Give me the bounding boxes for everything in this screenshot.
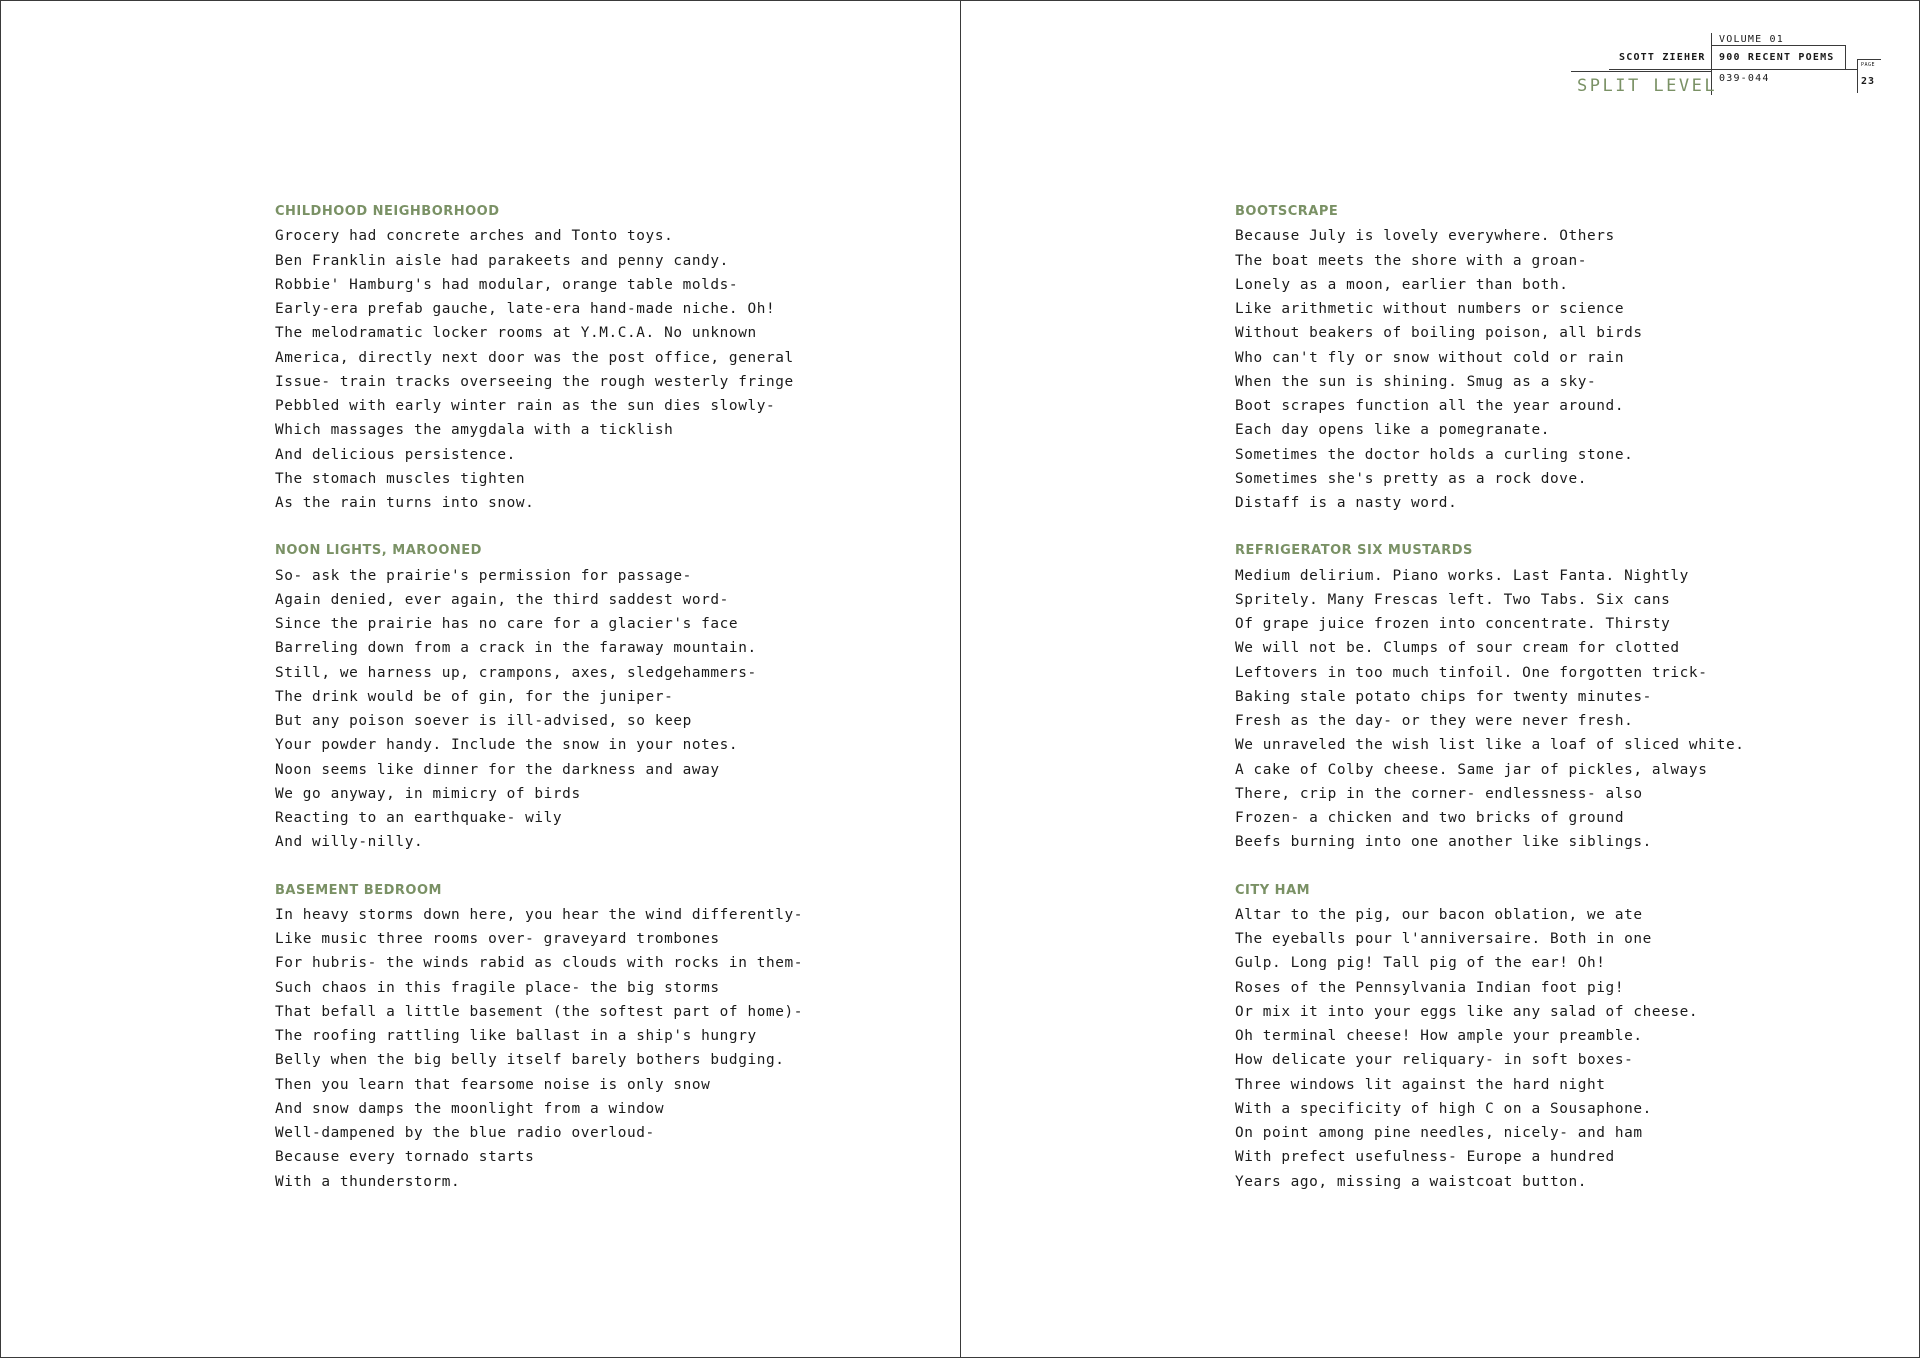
poem-line: On point among pine needles, nicely- and ham — [1235, 1125, 1643, 1141]
poem-title: CHILDHOOD NEIGHBORHOOD — [275, 204, 500, 219]
poem-line: Robbie' Hamburg's had modular, orange table molds- — [275, 276, 739, 293]
poem-line: Three windows lit against the hard night — [1235, 1076, 1606, 1093]
masthead-rule — [1857, 59, 1858, 93]
poem-line: We will not be. Clumps of sour cream for clotted — [1235, 640, 1680, 657]
poem-line: Belly when the big belly itself barely bothers budging. — [275, 1052, 785, 1069]
poem-line: And snow damps the moonlight from a window — [275, 1100, 665, 1117]
poem-line: Well-dampened by the blue radio overloud- — [275, 1125, 655, 1141]
poem-line: Like music three rooms over- graveyard trombones — [275, 931, 720, 947]
poem-line: With prefect usefulness- Europe a hundred — [1235, 1149, 1615, 1166]
poem-line: Then you learn that fearsome noise is only snow — [275, 1076, 711, 1093]
poem-line: Like arithmetic without numbers or science — [1235, 301, 1625, 317]
poem-line: Ben Franklin aisle had parakeets and penny candy. — [275, 252, 729, 269]
poem-line: The roofing rattling like ballast in a ship's hungry — [275, 1028, 757, 1044]
poem — [275, 539, 835, 854]
masthead-rule — [1571, 71, 1711, 72]
poem-title: BASEMENT BEDROOM — [275, 882, 442, 898]
poem-line: Who can't fly or snow without cold or rain — [1235, 349, 1625, 366]
poem-line: Pebbled with early winter rain as the sun dies slowly- — [275, 398, 776, 414]
masthead-rule — [1609, 69, 1857, 70]
masthead-rule — [1711, 45, 1845, 46]
poem-title: BOOTSCRAPE — [1235, 204, 1339, 219]
poem-line: Without beakers of boiling poison, all birds — [1235, 325, 1643, 342]
poem-line: Frozen- a chicken and two bricks of ground — [1235, 810, 1625, 826]
poem-line: Again denied, ever again, the third saddest word- — [275, 591, 729, 608]
poem-line: Roses of the Pennsylvania Indian foot pig! — [1235, 979, 1625, 996]
poem-line: And willy-nilly. — [275, 834, 424, 851]
poem-line: There, crip in the corner- endlessness- also — [1235, 785, 1643, 802]
poem-line: Because July is lovely everywhere. Others — [1235, 228, 1615, 245]
poem-line: We unraveled the wish list like a loaf of sliced white. — [1235, 737, 1745, 754]
poem — [275, 879, 835, 1194]
poem-line: Leftovers in too much tinfoil. One forgotten trick- — [1235, 664, 1708, 681]
poem — [1235, 879, 1795, 1194]
poem-line: Sometimes she's pretty as a rock dove. — [1235, 470, 1588, 487]
poem-line: How delicate your reliquary- in soft boxes- — [1235, 1052, 1634, 1069]
poem-line: Noon seems like dinner for the darkness and away — [275, 761, 720, 778]
poem — [1235, 539, 1795, 854]
poem-line: Oh terminal cheese! How ample your preamble. — [1235, 1028, 1643, 1044]
poem-line: Lonely as a moon, earlier than both. — [1235, 276, 1569, 293]
poem-line: Years ago, missing a waistcoat button. — [1235, 1173, 1588, 1190]
poem-line: Baking stale potato chips for twenty minutes- — [1235, 688, 1652, 705]
poem-line: With a specificity of high C on a Sousaphone. — [1235, 1100, 1652, 1117]
poem-title: REFRIGERATOR SIX MUSTARDS — [1235, 543, 1473, 559]
volume-label: VOLUME 01 — [1719, 34, 1784, 45]
poem-line: But any poison soever is ill-advised, so keep — [275, 713, 692, 729]
poem-line: Beefs burning into one another like siblings. — [1235, 834, 1652, 851]
poem-line: Each day opens like a pomegranate. — [1235, 422, 1550, 439]
left-page-column — [275, 200, 835, 1218]
poem-line: In heavy storms down here, you hear the wind differently- — [275, 906, 804, 923]
poem-range: 039-044 — [1719, 73, 1770, 84]
poem-line: Distaff is a nasty word. — [1235, 495, 1458, 511]
poem-line: Early-era prefab gauche, late-era hand-made niche. Oh! — [275, 301, 776, 317]
poem-line: The melodramatic locker rooms at Y.M.C.A. No unknown — [275, 325, 757, 342]
poem-line: The boat meets the shore with a groan- — [1235, 252, 1588, 269]
poem-line: We go anyway, in mimicry of birds — [275, 785, 581, 802]
right-page-column — [1235, 200, 1795, 1218]
poem-line: Such chaos in this fragile place- the big storms — [275, 979, 720, 996]
poem-line: A cake of Colby cheese. Same jar of pickles, always — [1235, 761, 1708, 778]
poem-line: The drink would be of gin, for the juniper- — [275, 688, 674, 705]
poem-line: Boot scrapes function all the year around. — [1235, 398, 1625, 414]
poem-line: The stomach muscles tighten — [275, 470, 526, 487]
masthead-rule — [1845, 45, 1846, 69]
poem-line: So- ask the prairie's permission for passage- — [275, 567, 692, 584]
poem — [1235, 200, 1795, 515]
poem-line: Or mix it into your eggs like any salad of cheese. — [1235, 1003, 1699, 1020]
poem-line: When the sun is shining. Smug as a sky- — [1235, 373, 1597, 390]
page-label: PAGE — [1861, 62, 1876, 68]
page-gutter — [960, 1, 961, 1357]
poem-line: Fresh as the day- or they were never fresh. — [1235, 713, 1634, 729]
poem-line: For hubris- the winds rabid as clouds with rocks in them- — [275, 955, 804, 972]
poem-line: The eyeballs pour l'anniversaire. Both in one — [1235, 931, 1652, 947]
poem-line: And delicious persistence. — [275, 446, 516, 463]
poem-line: Barreling down from a crack in the faraway mountain. — [275, 640, 757, 657]
poem-line: Grocery had concrete arches and Tonto toys. — [275, 228, 674, 245]
poem-line: Because every tornado starts — [275, 1149, 535, 1166]
masthead — [1571, 29, 1891, 99]
poem-line: Gulp. Long pig! Tall pig of the ear! Oh! — [1235, 955, 1606, 972]
page-number: 23 — [1861, 76, 1876, 87]
poem-title: NOON LIGHTS, MAROONED — [275, 543, 482, 559]
poem-line: Spritely. Many Frescas left. Two Tabs. Six cans — [1235, 591, 1671, 608]
poem-line: America, directly next door was the post office, general — [275, 349, 794, 366]
author-name: SCOTT ZIEHER — [1619, 52, 1706, 63]
poem-line: Issue- train tracks overseeing the rough westerly fringe — [275, 373, 794, 390]
poem-line: Reacting to an earthquake- wily — [275, 810, 563, 826]
poem-line: Sometimes the doctor holds a curling stone. — [1235, 446, 1634, 463]
series-title: SPLIT LEVEL — [1577, 76, 1718, 96]
poem-line: Altar to the pig, our bacon oblation, we ate — [1235, 906, 1643, 923]
poem-line: Of grape juice frozen into concentrate. Thirsty — [1235, 616, 1671, 632]
poem-line: Which massages the amygdala with a ticklish — [275, 422, 674, 439]
poem-line: Since the prairie has no care for a glacier's face — [275, 616, 739, 632]
poem-line: Still, we harness up, crampons, axes, sledgehammers- — [275, 664, 757, 681]
poem — [275, 200, 835, 515]
book-title: 900 RECENT POEMS — [1719, 52, 1835, 63]
poem-title: CITY HAM — [1235, 882, 1311, 898]
poem-line: As the rain turns into snow. — [275, 495, 535, 511]
poem-line: That befall a little basement (the softest part of home)- — [275, 1003, 804, 1020]
masthead-rule — [1857, 59, 1881, 60]
poem-line: With a thunderstorm. — [275, 1173, 461, 1190]
poem-line: Medium delirium. Piano works. Last Fanta. Nightly — [1235, 567, 1689, 584]
poem-line: Your powder handy. Include the snow in your notes. — [275, 737, 739, 754]
